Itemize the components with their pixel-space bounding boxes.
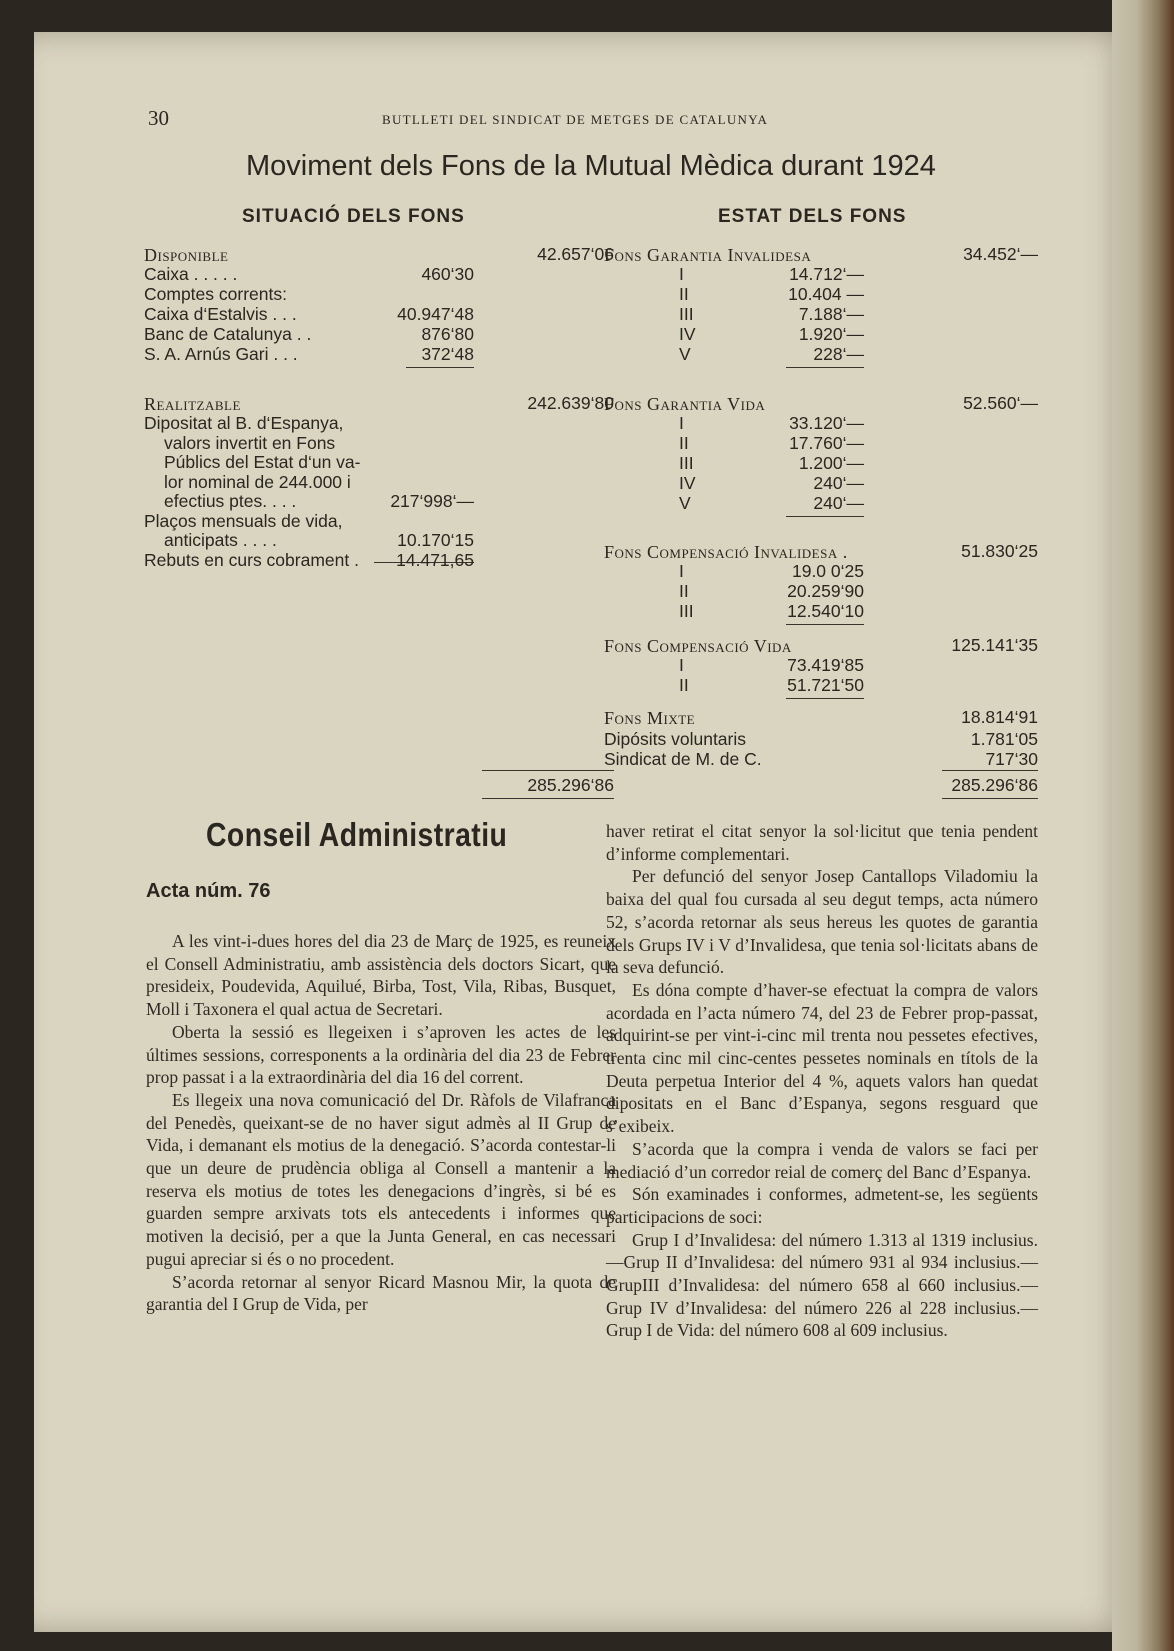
- fons-row-value: 228‘—: [813, 344, 864, 364]
- fons-row-grup: IV: [679, 324, 696, 344]
- disponible-row-label: Caixa d‘Estalvis . . .: [144, 304, 297, 324]
- estat-heading: ESTAT DELS FONS: [718, 206, 907, 227]
- paragraph: Són examinades i conformes, admetent-se, les següents participacions de soci:: [606, 1184, 1038, 1227]
- realitzable-label: Realitzable: [144, 394, 241, 414]
- realitzable-row-label: Plaços mensuals de vida,: [144, 510, 343, 531]
- disponible-row-label: Caixa . . . . .: [144, 264, 238, 284]
- disponible-row-value: 40.947‘48: [397, 304, 474, 324]
- disponible-label: Disponible: [144, 245, 229, 265]
- mixte-row-label: Sindicat de M. de C.: [604, 749, 762, 769]
- realitzable-total: 242.639‘80: [527, 393, 614, 413]
- fons-group-title: Fons Garantia Invalidesa: [604, 245, 812, 265]
- subtotal-rule: [786, 624, 864, 625]
- fons-group-total: 34.452‘—: [963, 244, 1038, 264]
- right-column-text: [606, 820, 1038, 1342]
- mixte-row-label: Dipósits voluntaris: [604, 729, 746, 749]
- fons-row-value: 7.188‘—: [798, 304, 864, 324]
- paragraph: S’acorda retornar al senyor Ricard Masnou Mir, la quota de garantia del I Grup de Vida, per: [146, 1271, 616, 1315]
- fons-row-value: 240‘—: [813, 493, 864, 513]
- fons-mixte-title: Fons Mixte: [604, 708, 696, 728]
- page-number: 30: [148, 106, 169, 130]
- fons-row-grup: III: [679, 601, 694, 621]
- fons-row-grup: II: [679, 675, 689, 695]
- total-rule: [482, 798, 614, 799]
- realitzable-row-label: Dipositat al B. d‘Espanya,: [144, 413, 344, 433]
- disponible-row-value: 460‘30: [421, 264, 474, 284]
- paragraph: Es dóna compte d’haver-se efectuat la compra de valors acordada en l’acta número 74, del 23 de Febrer prop-passat, adquirint-se per vint-i-cinc mil trenta nou pessetes efectives, trenta cinc mil cinc-centes pessetes nominals en títols de la Deuta perpetua Interior del 4 %, aquets valors han quedat dipositats en el Banc d’Espanya, segons resguard que s’exibeix.: [606, 979, 1038, 1137]
- fons-group-total: 125.141‘35: [951, 635, 1038, 655]
- fons-row-grup: I: [679, 655, 684, 675]
- total-rule: [482, 770, 614, 771]
- subtotal-rule: [406, 367, 474, 368]
- paragraph: Per defunció del senyor Josep Cantallops Viladomiu la baixa del qual fou cursada al seu degut temps, acta número 52, s’acorda retornar als seus hereus les quotes de garantia dels Grups IV i V d’Invalidesa, que tenia sol·licitats abans de la seva defunció.: [606, 866, 1038, 978]
- estat-grand-total: 285.296‘86: [951, 775, 1038, 795]
- left-column-text: [146, 930, 616, 1316]
- fons-row-value: 1.920‘—: [798, 324, 864, 344]
- paragraph: Oberta la sessió es llegeixen i s’aproven les actes de les últimes sessions, corresponents a la ordinària del dia 23 de Febrer prop passat i a la extraordinària del dia 16 del corrent.: [146, 1021, 616, 1088]
- fons-row-value: 14.712‘—: [789, 264, 864, 284]
- disponible-row-value: 372‘48: [421, 344, 474, 364]
- subtotal-rule: [786, 516, 864, 517]
- paragraph: A les vint-i-dues hores del dia 23 de Març de 1925, es reuneix el Consell Administratiu, amb assistència dels doctors Sicart, que presideix, Poudevida, Aquilué, Birba, Tost, Vila, Ribas, Busquet, Moll i Taxonera el qual actua de Secretari.: [146, 931, 616, 1020]
- subtotal-rule: [786, 367, 864, 368]
- fons-row-value: 51.721‘50: [787, 675, 864, 695]
- realitzable-row-label: efectius ptes. . . .: [164, 491, 297, 511]
- realitzable-row-label: lor nominal de 244.000 i: [164, 471, 351, 492]
- disponible-row-label: Comptes corrents:: [144, 284, 287, 304]
- disponible-row-value: 876‘80: [421, 324, 474, 344]
- mixte-row-value: 1.781‘05: [970, 729, 1038, 749]
- fons-row-value: 19.0 0‘25: [791, 561, 864, 581]
- fons-row-grup: I: [679, 264, 684, 284]
- fons-row-grup: I: [679, 413, 684, 433]
- total-rule: [942, 798, 1038, 799]
- running-title: BUTLLETI DEL SINDICAT DE METGES DE CATALUNYA: [382, 112, 769, 127]
- fons-group-title: Fons Garantia Vida: [604, 394, 766, 414]
- section-title: Conseil Administratiu: [206, 816, 508, 853]
- disponible-row-label: Banc de Catalunya . .: [144, 324, 312, 344]
- fons-group-title: Fons Compensació Vida: [604, 636, 792, 656]
- fons-row-value: 10.404 —: [788, 284, 864, 304]
- total-rule: [942, 770, 1038, 771]
- fons-row-grup: I: [679, 561, 684, 581]
- book-spine: [1112, 0, 1174, 1651]
- acta-heading: Acta núm. 76: [146, 880, 271, 902]
- fons-row-grup: II: [679, 284, 689, 304]
- fons-row-grup: V: [679, 344, 691, 364]
- fons-row-value: 20.259‘90: [787, 581, 864, 601]
- realitzable-row-label: anticipats . . . .: [164, 530, 277, 550]
- fons-row-value: 17.760‘—: [789, 433, 864, 453]
- paragraph: haver retirat el citat senyor la sol·licitut que tenia pendent d’informe complementari.: [606, 821, 1038, 864]
- fons-row-grup: III: [679, 453, 694, 473]
- realitzable-row-label: valors invertit en Fons: [164, 432, 336, 453]
- fons-row-value: 1.200‘—: [798, 453, 864, 473]
- realitzable-row-value: 10.170‘15: [397, 530, 474, 550]
- fons-row-value: 73.419‘85: [787, 655, 864, 675]
- fons-row-grup: IV: [679, 473, 696, 493]
- main-title: Moviment dels Fons de la Mutual Mèdica durant 1924: [246, 150, 936, 182]
- paragraph: S’acorda que la compra i venda de valors se faci per mediació d’un corredor reial de comerç del Banc d’Espanya.: [606, 1138, 1038, 1182]
- fons-group-total: 52.560‘—: [963, 393, 1038, 413]
- fons-row-grup: III: [679, 304, 694, 324]
- document-page: [34, 32, 1134, 1632]
- disponible-row-label: S. A. Arnús Gari . . .: [144, 344, 298, 364]
- situacio-grand-total: 285.296‘86: [527, 775, 614, 795]
- fons-group-total: 51.830‘25: [961, 541, 1038, 561]
- fons-row-grup: II: [679, 581, 689, 601]
- paragraph: Es llegeix una nova comunicació del Dr. Ràfols de Vilafranca del Penedès, queixant-se de no haver sigut admès al II Grup de Vida, i demanant els motius de la denegació. S’acorda contestar-li que un deure de prudència obliga al Consell a mantenir a la reserva els motius de totes les denegacions d’ingrès, si bé es guarden sempre arxivats tots els antecedents i informes que motiven la decisió, per a que la Junta General, en cas necessari pugui apreciar si és o no procedent.: [146, 1089, 616, 1269]
- fons-row-value: 240‘—: [813, 473, 864, 493]
- subtotal-rule: [786, 698, 864, 699]
- fons-row-grup: II: [679, 433, 689, 453]
- fons-row-grup: V: [679, 493, 691, 513]
- situacio-heading: SITUACIÓ DELS FONS: [242, 206, 465, 227]
- fons-mixte-total: 18.814‘91: [961, 707, 1038, 727]
- mixte-row-value: 717‘30: [985, 749, 1038, 769]
- paragraph: Grup I d’Invalidesa: del número 1.313 al 1319 inclusius.—Grup II d’Invalidesa: del número 931 al 934 inclusius.—GrupIII d’Invalidesa: del número 658 al 660 inclusius.—Grup IV d’Invalidesa: del número 226 al 228 inclusius.—Grup I de Vida: del número 608 al 609 inclusius.: [606, 1229, 1038, 1341]
- fons-row-value: 12.540‘10: [787, 601, 864, 621]
- realitzable-row-value: 217‘998‘—: [390, 491, 474, 511]
- realitzable-row-label: Públics del Estat d‘un va-: [164, 452, 361, 472]
- realitzable-row-label: Rebuts en curs cobrament .: [144, 549, 359, 570]
- realitzable-row-value: 14.471,65: [396, 549, 474, 570]
- fons-row-value: 33.120‘—: [789, 413, 864, 433]
- fons-group-title: Fons Compensació Invalidesa .: [604, 542, 848, 562]
- disponible-total: 42.657‘06: [537, 244, 614, 264]
